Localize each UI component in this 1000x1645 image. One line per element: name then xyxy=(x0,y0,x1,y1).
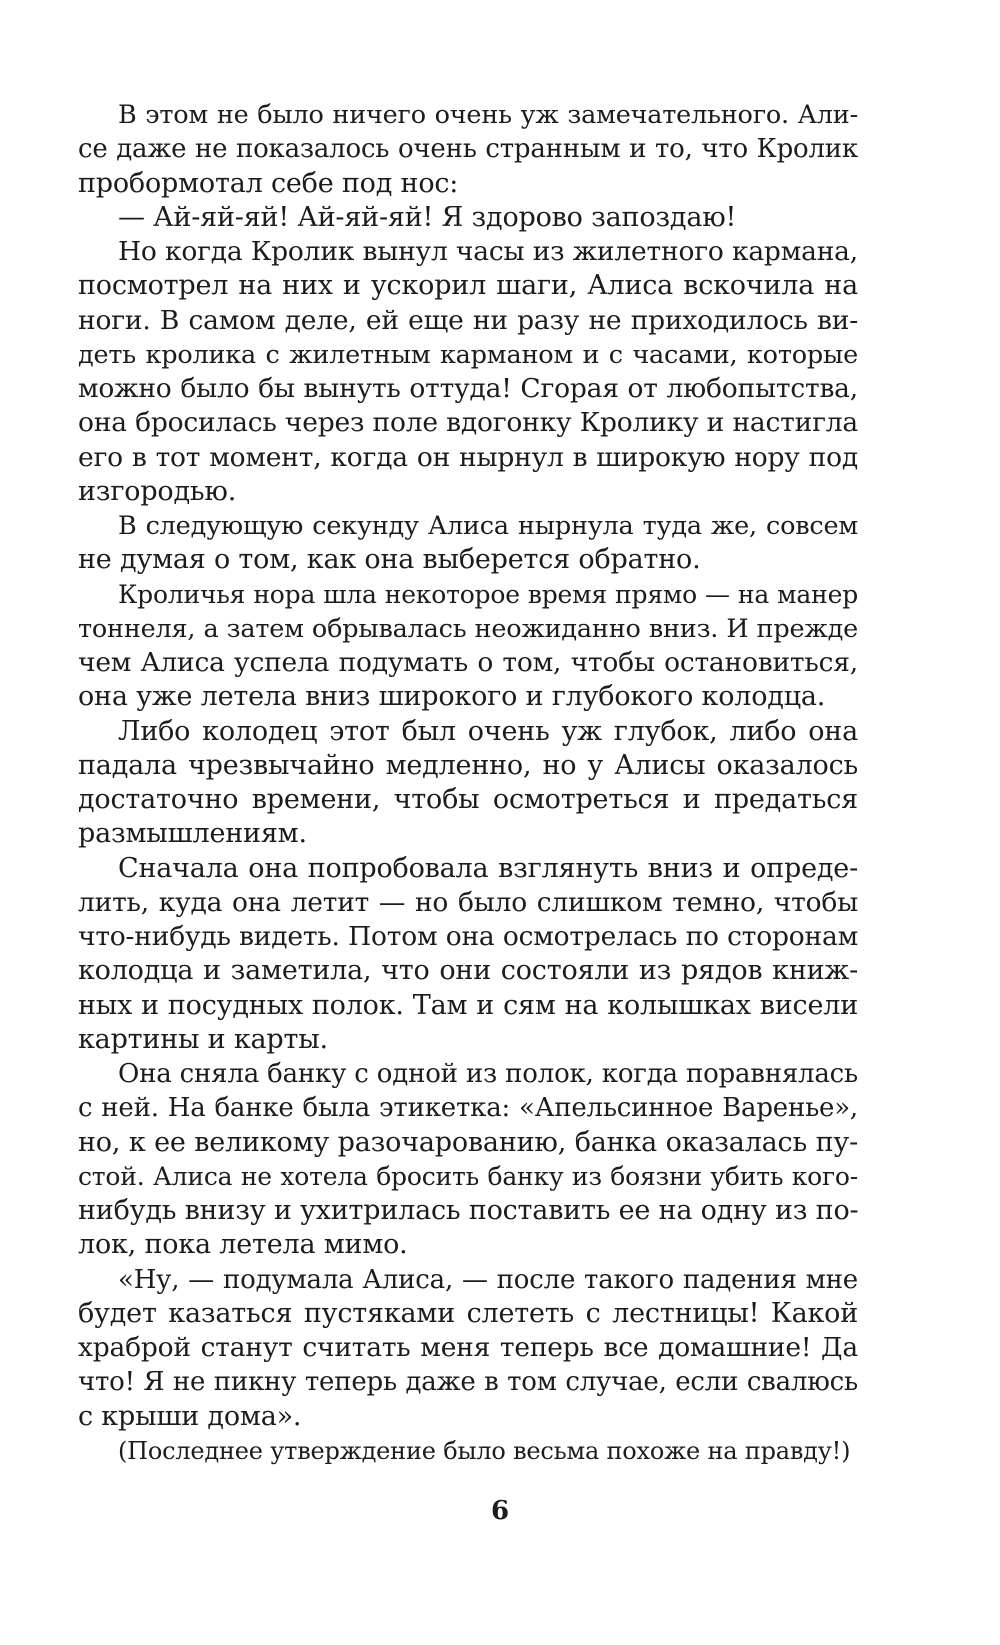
text-line: стой. Алиса не хотела бросить банку из боязни убить кого- xyxy=(78,1161,858,1191)
text-line: лок, пока летела мимо. xyxy=(78,1229,408,1261)
text-line: деть кролика с жилетным карманом и с часами, которые xyxy=(78,339,858,370)
text-line: храброй станут считать меня теперь все домашние! Да xyxy=(78,1332,858,1363)
page-number: 6 xyxy=(490,1496,510,1526)
text-line: колодца и заметила, что они состояли из рядов книж- xyxy=(78,955,858,987)
text-line: с крыши дома». xyxy=(78,1400,302,1432)
text-line: посмотрел на них и ускорил шаги, Алиса вскочила на xyxy=(78,270,858,302)
text-line: размышлениям. xyxy=(78,818,307,850)
text-line: достаточно времени, чтобы осмотреться и предаться xyxy=(78,784,858,815)
text-line: В этом не было ничего очень уж замечательного. Али- xyxy=(118,100,858,130)
text-line: тоннеля, а затем обрывалась неожиданно вниз. И прежде xyxy=(78,613,858,644)
text-line: — Ай-яй-яй! Ай-яй-яй! Я здорово запоздаю! xyxy=(118,201,737,233)
text-line: с ней. На банке была этикетка: «Апельсинное Варенье», xyxy=(78,1093,858,1124)
text-line: Либо колодец этот был очень уж глубок, либо она xyxy=(118,715,858,747)
page-body-text xyxy=(78,98,858,1468)
text-line: Кроличья нора шла некоторое время прямо — на манер xyxy=(118,579,858,609)
text-line: его в тот момент, когда он нырнул в широкую нору под xyxy=(78,441,858,473)
text-line: Она сняла банку с одной из полок, когда поравнялась xyxy=(118,1059,858,1089)
text-line: она уже летела вниз широкого и глубокого колодца. xyxy=(78,681,826,713)
text-line: будет казаться пустяками слететь с лестницы! Какой xyxy=(78,1297,858,1329)
text-line: но, к ее великому разочарованию, банка оказалась пу- xyxy=(78,1126,858,1158)
text-line: (Последнее утверждение было весьма похоже на правду!) xyxy=(118,1436,851,1465)
text-line: Сначала она попробовала взглянуть вниз и опреде- xyxy=(118,852,858,884)
text-line: можно было бы вынуть оттуда! Сгорая от любопытства, xyxy=(78,373,858,404)
text-line: чем Алиса успела подумать о том, чтобы остановиться, xyxy=(78,647,858,678)
text-line: нибудь внизу и ухитрилась поставить ее на одну из по- xyxy=(78,1195,859,1226)
text-line: лить, куда она летит — но было слишком темно, чтобы xyxy=(78,886,858,918)
text-line: се даже не показалось очень странным и то, что Кролик xyxy=(78,134,858,165)
text-line: ных и посудных полок. Там и сям на колышках висели xyxy=(78,989,858,1021)
text-line: Но когда Кролик вынул часы из жилетного кармана, xyxy=(118,236,858,267)
text-line: «Ну, — подумала Алиса, — после такого падения мне xyxy=(118,1264,858,1295)
text-line: что! Я не пикну теперь даже в том случае, если свалюсь xyxy=(78,1367,858,1398)
text-line: пробормотал себе под нос: xyxy=(78,167,459,199)
text-line: что-нибудь видеть. Потом она осмотрелась по сторонам xyxy=(78,921,858,952)
text-line: изгородью. xyxy=(78,475,237,507)
text-line: не думая о том, как она выберется обратно. xyxy=(78,544,701,576)
text-line: ноги. В самом деле, ей еще ни разу не приходилось ви- xyxy=(78,304,858,336)
text-line: падала чрезвычайно медленно, но у Алисы оказалось xyxy=(78,749,858,781)
text-line: В следующую секунду Алиса нырнула туда же, совсем xyxy=(118,511,858,541)
text-line: она бросилась через поле вдогонку Кролику и настигла xyxy=(78,407,858,439)
text-line: картины и карты. xyxy=(78,1023,328,1055)
